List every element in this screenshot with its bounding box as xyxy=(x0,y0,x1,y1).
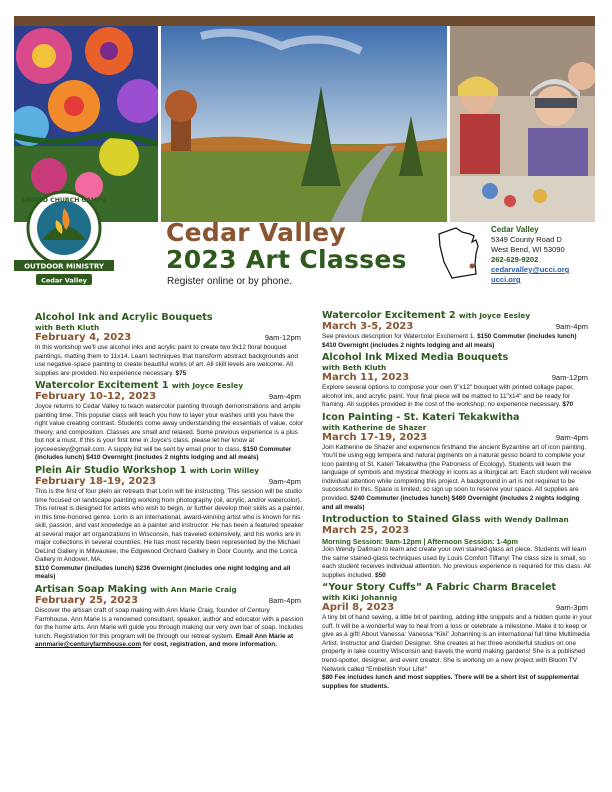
left-column xyxy=(35,312,305,652)
event-title: Watercolor Excitement 2 xyxy=(322,310,456,321)
page-title-line2: 2023 Art Classes xyxy=(166,245,407,274)
event-time: 9am-4pm xyxy=(555,432,588,442)
logo-ministry-text: OUTDOOR MINISTRY xyxy=(24,262,104,271)
event-instructor: with Joyce Eesley xyxy=(458,311,531,320)
event-price: $70 xyxy=(562,401,574,409)
contact-org: Cedar Valley xyxy=(491,225,539,234)
wisconsin-map-icon xyxy=(436,224,484,282)
contact-block xyxy=(491,225,569,285)
event-time: 9am-3pm xyxy=(555,603,588,613)
event-price: $110 Commuter (includes lunch) $236 Overnight (includes one night lodging and all meals) xyxy=(35,564,291,581)
event-description: Join Katherine de Shazer and experience firsthand the ancient Byzantine art of icon painting. You'll be using egg tempera and natural pigments on a natural gesso board to complete your icon painting of St. Kateri Tekakwitha (the Patroness of Ecology). Students will learn the language of symbols and mystical theology in icons as a liturgical art. Each student will receive individual attention while completing this project. A background in art is not required to be successful in this. Space is limited, so sign up soon to reserve your space. All supplies are provided. xyxy=(322,443,592,503)
event-instructor: with Ann Marie Craig xyxy=(150,585,237,595)
event-soap-making xyxy=(35,584,305,650)
event-stained-glass xyxy=(322,514,592,580)
event-title: “Your Story Cuffs” A Fabric Charm Bracelet xyxy=(322,582,557,594)
event-description: In this workshop we'll use alcohol inks and acrylic paint to create two 9x12 floral bouquet paintings, matting them to 11x14. Learn techniques that transform abstract backgrounds and use negative-space painting to create beautiful works of art. All skill levels are welcome. All supplies are provided. No experience necessary. xyxy=(35,344,298,377)
event-time: 9am-4pm xyxy=(268,392,301,402)
event-date: February 4, 2023 xyxy=(35,332,132,343)
camp-logo xyxy=(14,190,144,294)
event-instructor: with Joyce Eesley xyxy=(171,381,244,391)
event-date: March 25, 2023 xyxy=(322,525,410,537)
event-description: Join Wendy Dallman to learn and create your own stained-glass art piece. Students will learn the same stained-glass techniques used by Louis Comfort Tiffany! The class size is small, so each student receives individual attention. No previous experience is required for this class. All supplies included. xyxy=(322,546,591,579)
event-time: 9am-4pm xyxy=(268,477,301,487)
contact-email-link[interactable]: cedarvalley@ucci.org xyxy=(491,265,570,274)
event-instructor: with Beth Kluth xyxy=(322,363,387,373)
event-date: March 3-5, 2023 xyxy=(322,321,414,332)
event-title: Plein Air Studio Workshop 1 xyxy=(35,465,187,477)
event-time: 9am-12pm xyxy=(264,333,301,342)
event-description: This is the first of four plein air retreats that Lorin will be instructing. This session will be studio time focused on landscape painting working from photography (oil, acrylic, and/or watercolor). This retreat is designed for artists who wish to begin, or further develop their skills as a painter, in this time-honored genre. Lorin is an international, award-winning artist who is known for his skill, passion, and vast knowledge as a painter and instructor. He has been a featured speaker at several major art organizations in Wisconsin, has traveled extensively, and his works are in major collections in several countries. He has most recently been represented by the Michael DeLind Gallery in Milwaukee, the Edgewood Orchard Gallery in Door County, and the Lorica Gallery in Andover, MA. xyxy=(35,488,305,564)
event-mixed-media-bouquets xyxy=(322,352,592,410)
contact-phone[interactable]: 262-629-9202 xyxy=(491,255,539,264)
event-alcohol-ink-bouquets xyxy=(35,312,305,378)
contact-address-1: 5349 County Road D xyxy=(491,235,562,244)
event-story-cuffs xyxy=(322,582,592,691)
top-color-bar xyxy=(14,16,595,26)
event-price: $240 Commuter (includes lunch) $480 Overnight (includes 2 nights lodging and all meals) xyxy=(322,495,580,511)
event-date: March 17-19, 2023 xyxy=(322,431,428,443)
event-time: 9am-4pm xyxy=(555,322,588,331)
event-description: Discover the artisan craft of soap making with Ann Marie Craig, founder of Century Farmhouse. Ann Marie is a renowned consultant, speaker, author and educator with a passion for the home arts. Ann Marie will guide you through making our very own bar of soap. Includes lunch. Registration for this program will be through our retreat system. xyxy=(35,607,304,640)
page-title-line1: Cedar Valley xyxy=(166,218,346,247)
event-instructor: with Katherine de Shazer xyxy=(322,422,427,432)
event-email-link[interactable]: annmarie@centuryfarmhouse.com xyxy=(35,641,142,649)
event-watercolor-2 xyxy=(322,310,592,350)
event-price: $80 Fee includes lunch and most supplies. There will be a short list of supplemental supplies for students. xyxy=(322,674,579,690)
event-title: Watercolor Excitement 1 xyxy=(35,380,169,392)
event-title: Icon Painting - St. Kateri Tekakwitha xyxy=(322,411,520,423)
event-description: Joyce returns to Cedar Valley to teach watercolor painting through demonstrations and ample painting time. This popular class will teach you how to layer your washes until you have the right value creating contrast. Students come away understanding the essentials of value, color theory, and composition. Classes are small and relaxed. Some previous experience is a plus but not a must. If this is your first time in Joyce's class, please let her know at joyceeesley@gmail.com. A supply list will be sent by email prior to class. xyxy=(35,403,304,453)
event-instructor: with Beth Kluth xyxy=(35,323,100,332)
event-date: March 11, 2023 xyxy=(322,372,410,384)
event-description: See previous description for Watercolor Excitement 1. xyxy=(322,333,476,340)
event-price: $75 xyxy=(175,369,187,377)
event-price-suffix: for cost, registration, and more information. xyxy=(142,641,278,649)
contact-address-2: West Bend, WI 53090 xyxy=(491,245,565,254)
event-date: April 8, 2023 xyxy=(322,602,395,614)
event-icon-painting xyxy=(322,412,592,512)
event-instructor: with Wendy Dallman xyxy=(484,515,569,525)
event-description: A tiny bit of hand sewing, a little bit of painting, adding little snippets and a hidden quote in your cuff. It will be a wonderful way to heal from a loss or celebrate a milestone. Make it to keep or give as a gift! About Vanessa: Vanessa “Kiki” Johanning is an international full time Multimedia Artist, Instructor and Garden Designer. She creates at her three wonderful studios on one property in lake country Wisconsin and travels the world making gardens! She is a published trend-spotter, designer, and event creator. She is working on a new project with Bloom TV Network called “Embellish Your Life!” xyxy=(322,614,592,673)
event-date: February 10-12, 2023 xyxy=(35,391,157,403)
register-note: Register online or by phone. xyxy=(167,276,293,287)
event-title: Alcohol Ink Mixed Media Bouquets xyxy=(322,352,509,364)
event-description: Explore several options to compose your own 9"x12" bouquet with printed collage paper, alcohol ink, and acrylic paint. Your final piece will be matted to 11"x14" and be ready for framing. All supplies provided in the cost of the workshop; no experience necessary. xyxy=(322,384,574,409)
event-title: Introduction to Stained Glass xyxy=(322,514,481,526)
event-price: $150 Commuter (includes lunch) $410 Overnight (includes 2 nights lodging and all meals) xyxy=(35,445,292,462)
event-price: $150 Commuter (includes lunch) $410 Overnight (includes 2 nights lodging and all meals) xyxy=(322,333,577,349)
event-date: February 18-19, 2023 xyxy=(35,476,157,488)
landscape-photo xyxy=(161,26,447,222)
event-watercolor-1 xyxy=(35,380,305,463)
event-instructor: with Lorin Willey xyxy=(189,466,260,476)
event-time: 9am-12pm xyxy=(551,373,588,383)
event-title: Artisan Soap Making xyxy=(35,584,147,596)
event-price-prefix: Email Ann Marie at xyxy=(235,632,294,640)
logo-arc-text: UNITED CHURCH CAMPS xyxy=(21,197,107,204)
event-instructor: with KiKi Johannig xyxy=(322,593,398,603)
event-time: 8am-4pm xyxy=(268,596,301,606)
logo-camp-text: Cedar Valley xyxy=(41,276,87,285)
event-plein-air-1 xyxy=(35,465,305,582)
event-title: Alcohol Ink and Acrylic Bouquets xyxy=(35,312,213,323)
event-date: February 25, 2023 xyxy=(35,595,139,607)
event-session-times: Morning Session: 9am-12pm | Afternoon Session: 1-4pm xyxy=(322,537,518,547)
art-class-photo xyxy=(450,26,595,222)
contact-website-link[interactable]: ucci.org xyxy=(491,275,521,284)
event-price: $50 xyxy=(374,571,386,579)
right-column xyxy=(322,310,592,693)
